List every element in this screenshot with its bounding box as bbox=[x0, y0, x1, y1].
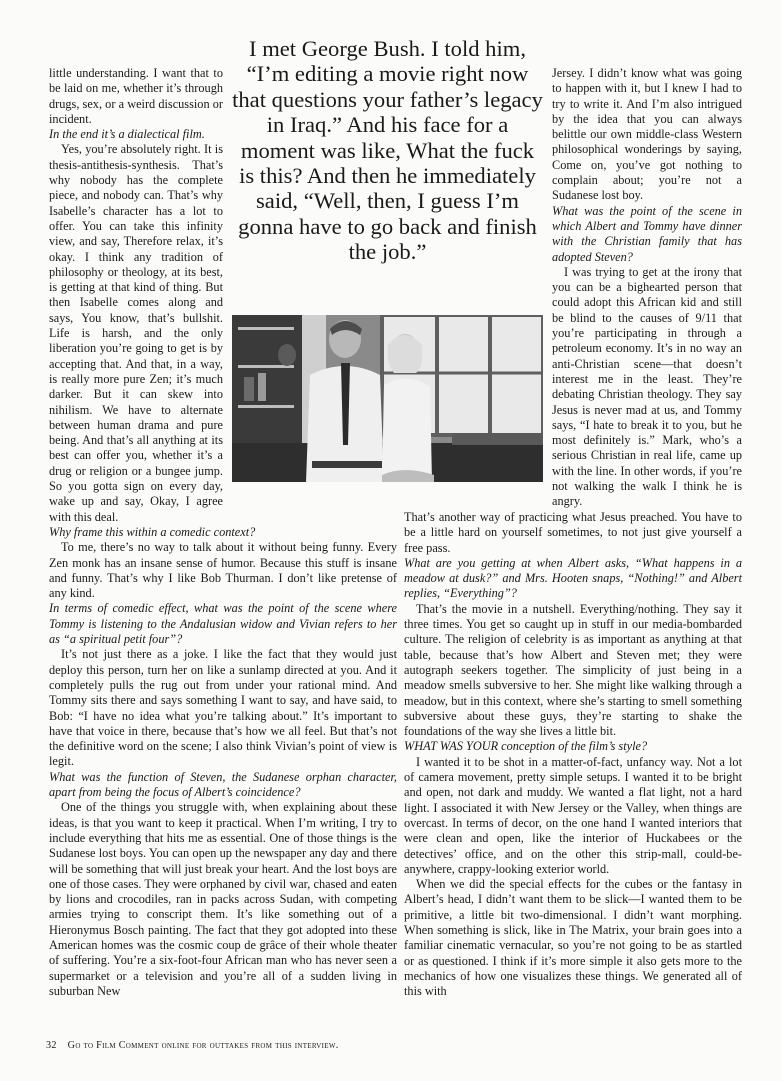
page-footer bbox=[46, 1040, 446, 1051]
interview-answer: That’s another way of practicing what Jesus preached. You have to be a little hard on yourself sometimes, to not just give yourself a free pass. bbox=[404, 510, 742, 555]
left-bottom-column bbox=[49, 525, 397, 999]
pull-quote: I met George Bush. I told him, “I’m editing a movie right now that questions your father’s legacy in Iraq.” And his face for a moment was like, What the fuck is this? And then he immediately said, “Well, then, I guess I’m gonna have to go back and finish the job.” bbox=[232, 36, 543, 265]
interview-answer: One of the things you struggle with, when explaining about these ideas, is that you want to keep it practical. When I’m writing, I try to include everything that hits me as essential. One of those things is the Sudanese lost boys. You can open up the newspaper any day and there will be something that will just break your heart. And the lost boys are one of those cases. They were orphaned by civil war, chased and eaten by lions and crocodiles, ran in packs across Sudan, with competing armies trying to conscript them. It’s like something out of a Hieronymus Bosch painting. The fact that they got adopted into these American homes was the cosmic coup de grâce of their whole theater of suffering. You’re a six-foot-four African man who has never seen a supermarket or a television and you’re all of a sudden living in suburban New bbox=[49, 800, 397, 998]
column-1 bbox=[49, 66, 223, 525]
interview-answer: I was trying to get at the irony that you can be a bighearted person that could adopt this African kid and still be blind to the causes of 9/11 that you’re participating in through a petroleum economy. It’s in no way an anti-Christian scene—that doesn’t interest me in the least. They’re debating Christian theology. They say Jesus is never mad at us, and Tommy says, “I hate to break it to you, but he most definitely is.” Mark, who’s a serious Christian in real life, came up with the line. In other words, if you’re not walking the walk I think he is angry. bbox=[552, 264, 742, 509]
interview-question: In terms of comedic effect, what was the point of the scene where Tommy is listening to the Andalusian widow and Vivian refers to her as “a spiritual petit four”? bbox=[49, 601, 397, 647]
interview-question: Why frame this within a comedic context? bbox=[49, 525, 256, 539]
column-3 bbox=[552, 66, 742, 510]
interview-answer: I wanted it to be shot in a matter-of-fact, unfancy way. Not a lot of camera movement, pretty simple setups. I wanted it to be bright and open, not dark and muddy. We wanted a flat light, not a hard light. I associated it with New Jersey or the Valley, when things are overcast. In terms of decor, on the one hand I wanted interiors that were clean and open, like the interior of Huckabees or the detectives’ office, and on the other this strip-mall, could-be-anywhere, crappy-looking exterior world. bbox=[404, 754, 742, 876]
interview-answer: When we did the special effects for the cubes or the fantasy in Albert’s head, I didn’t want them to be slick—I wanted them to be primitive, a little bit two-dimensional. I didn’t want morphing. When something is slick, like in The Matrix, your brain goes into a familiar cinematic vernacular, so you’re not going to be as startled or as questioned. I think if it’s more simple it also gets more to the mechanics of how one visualizes these things. We generated all of this with bbox=[404, 877, 742, 999]
interview-answer: Jersey. I didn’t know what was going to happen with it, but I knew I had to try to write it. And I’m also intrigued by the idea that you can always belittle our own middle-class Western philosophical wonderings by saying, Come on, you’ve got nothing to complain about; you’re not a Sudanese lost boy. bbox=[552, 66, 742, 203]
interview-answer: That’s the movie in a nutshell. Everything/nothing. They say it three times. You get so caught up in stuff in our media-bombarded culture. The religion of celebrity is as important as anything at that table, because that’s how Albert and Steven met; they were autograph seekers together. The simplicity of just being in a meadow smells subversive to her. She might like walking through a meadow, but in this context, where she’s starting to smell something subversive about these guys, they’re starting to shake the foundations of the way she lives a little bit. bbox=[404, 601, 742, 739]
page-number: 32 bbox=[46, 1040, 57, 1051]
interview-answer: It’s not just there as a joke. I like the fact that they would just deploy this person, turn her on like a sunlamp directed at you. And it completely pulls the rug out from under your rational mind. And Tommy sits there and says something I want to say, and have said, to Bob: “I have no idea what you’re talking about.” It’s important to have that voice in there, because that’s how we all feel. But that’s not the definitive word on the scene; I also think Vivian’s point of view is legit. bbox=[49, 647, 397, 769]
interview-question: What was the point of the scene in which Albert and Tommy have dinner with the Christian family that has adopted Steven? bbox=[552, 203, 742, 264]
interview-answer: little understanding. I want that to be laid on me, whether it’s through drugs, sex, or a weird discussion or incident. bbox=[49, 66, 223, 126]
film-still-photo bbox=[232, 315, 543, 482]
interview-question: What was the function of Steven, the Sudanese orphan character, apart from being the focus of Albert’s coincidence? bbox=[49, 769, 397, 800]
interview-question: In the end it’s a dialectical film. bbox=[49, 127, 205, 142]
interview-answer: To me, there’s no way to talk about it without being funny. Every Zen monk has an insane sense of humor. Because this stuff is insane and funny. That’s why I like Bob Thurman. I don’t like pretense of any kind. bbox=[49, 540, 397, 601]
right-bottom-column bbox=[404, 510, 742, 1000]
footer-text: Go to Film Comment online for outtakes from this interview. bbox=[67, 1040, 339, 1051]
interview-answer: Yes, you’re absolutely right. It is thesis-antithesis-synthesis. That’s why nobody has the complete piece, and nobody can. That’s why Isabelle’s character has a lot to offer. You can take this infinity view, and say, Therefore relax, it’s okay. I think any tradition of philosophy or theology, at its best, is getting at that kind of thing. But then Isabelle comes along and says, You know, that’s bullshit. Life is harsh, and the only liberation you’re going to get is by accepting that. And that, in a way, is really more pure Zen; it’s much darker. But it can skew into nihilism. We have to alternate between human drama and pure being. And that’s all anything at its best can offer you, whether it’s a drug or religion or a bungee jump. So you gotta sign on every day, wake up and say, Okay, I agree with this deal. bbox=[49, 142, 223, 524]
interview-question: WHAT WAS YOUR conception of the film’s style? bbox=[404, 739, 648, 754]
interview-question: What are you getting at when Albert asks, “What happens in a meadow at dusk?” and Mrs. Hooten snaps, “Nothing!” and Albert replies, “Everything”? bbox=[404, 555, 742, 601]
